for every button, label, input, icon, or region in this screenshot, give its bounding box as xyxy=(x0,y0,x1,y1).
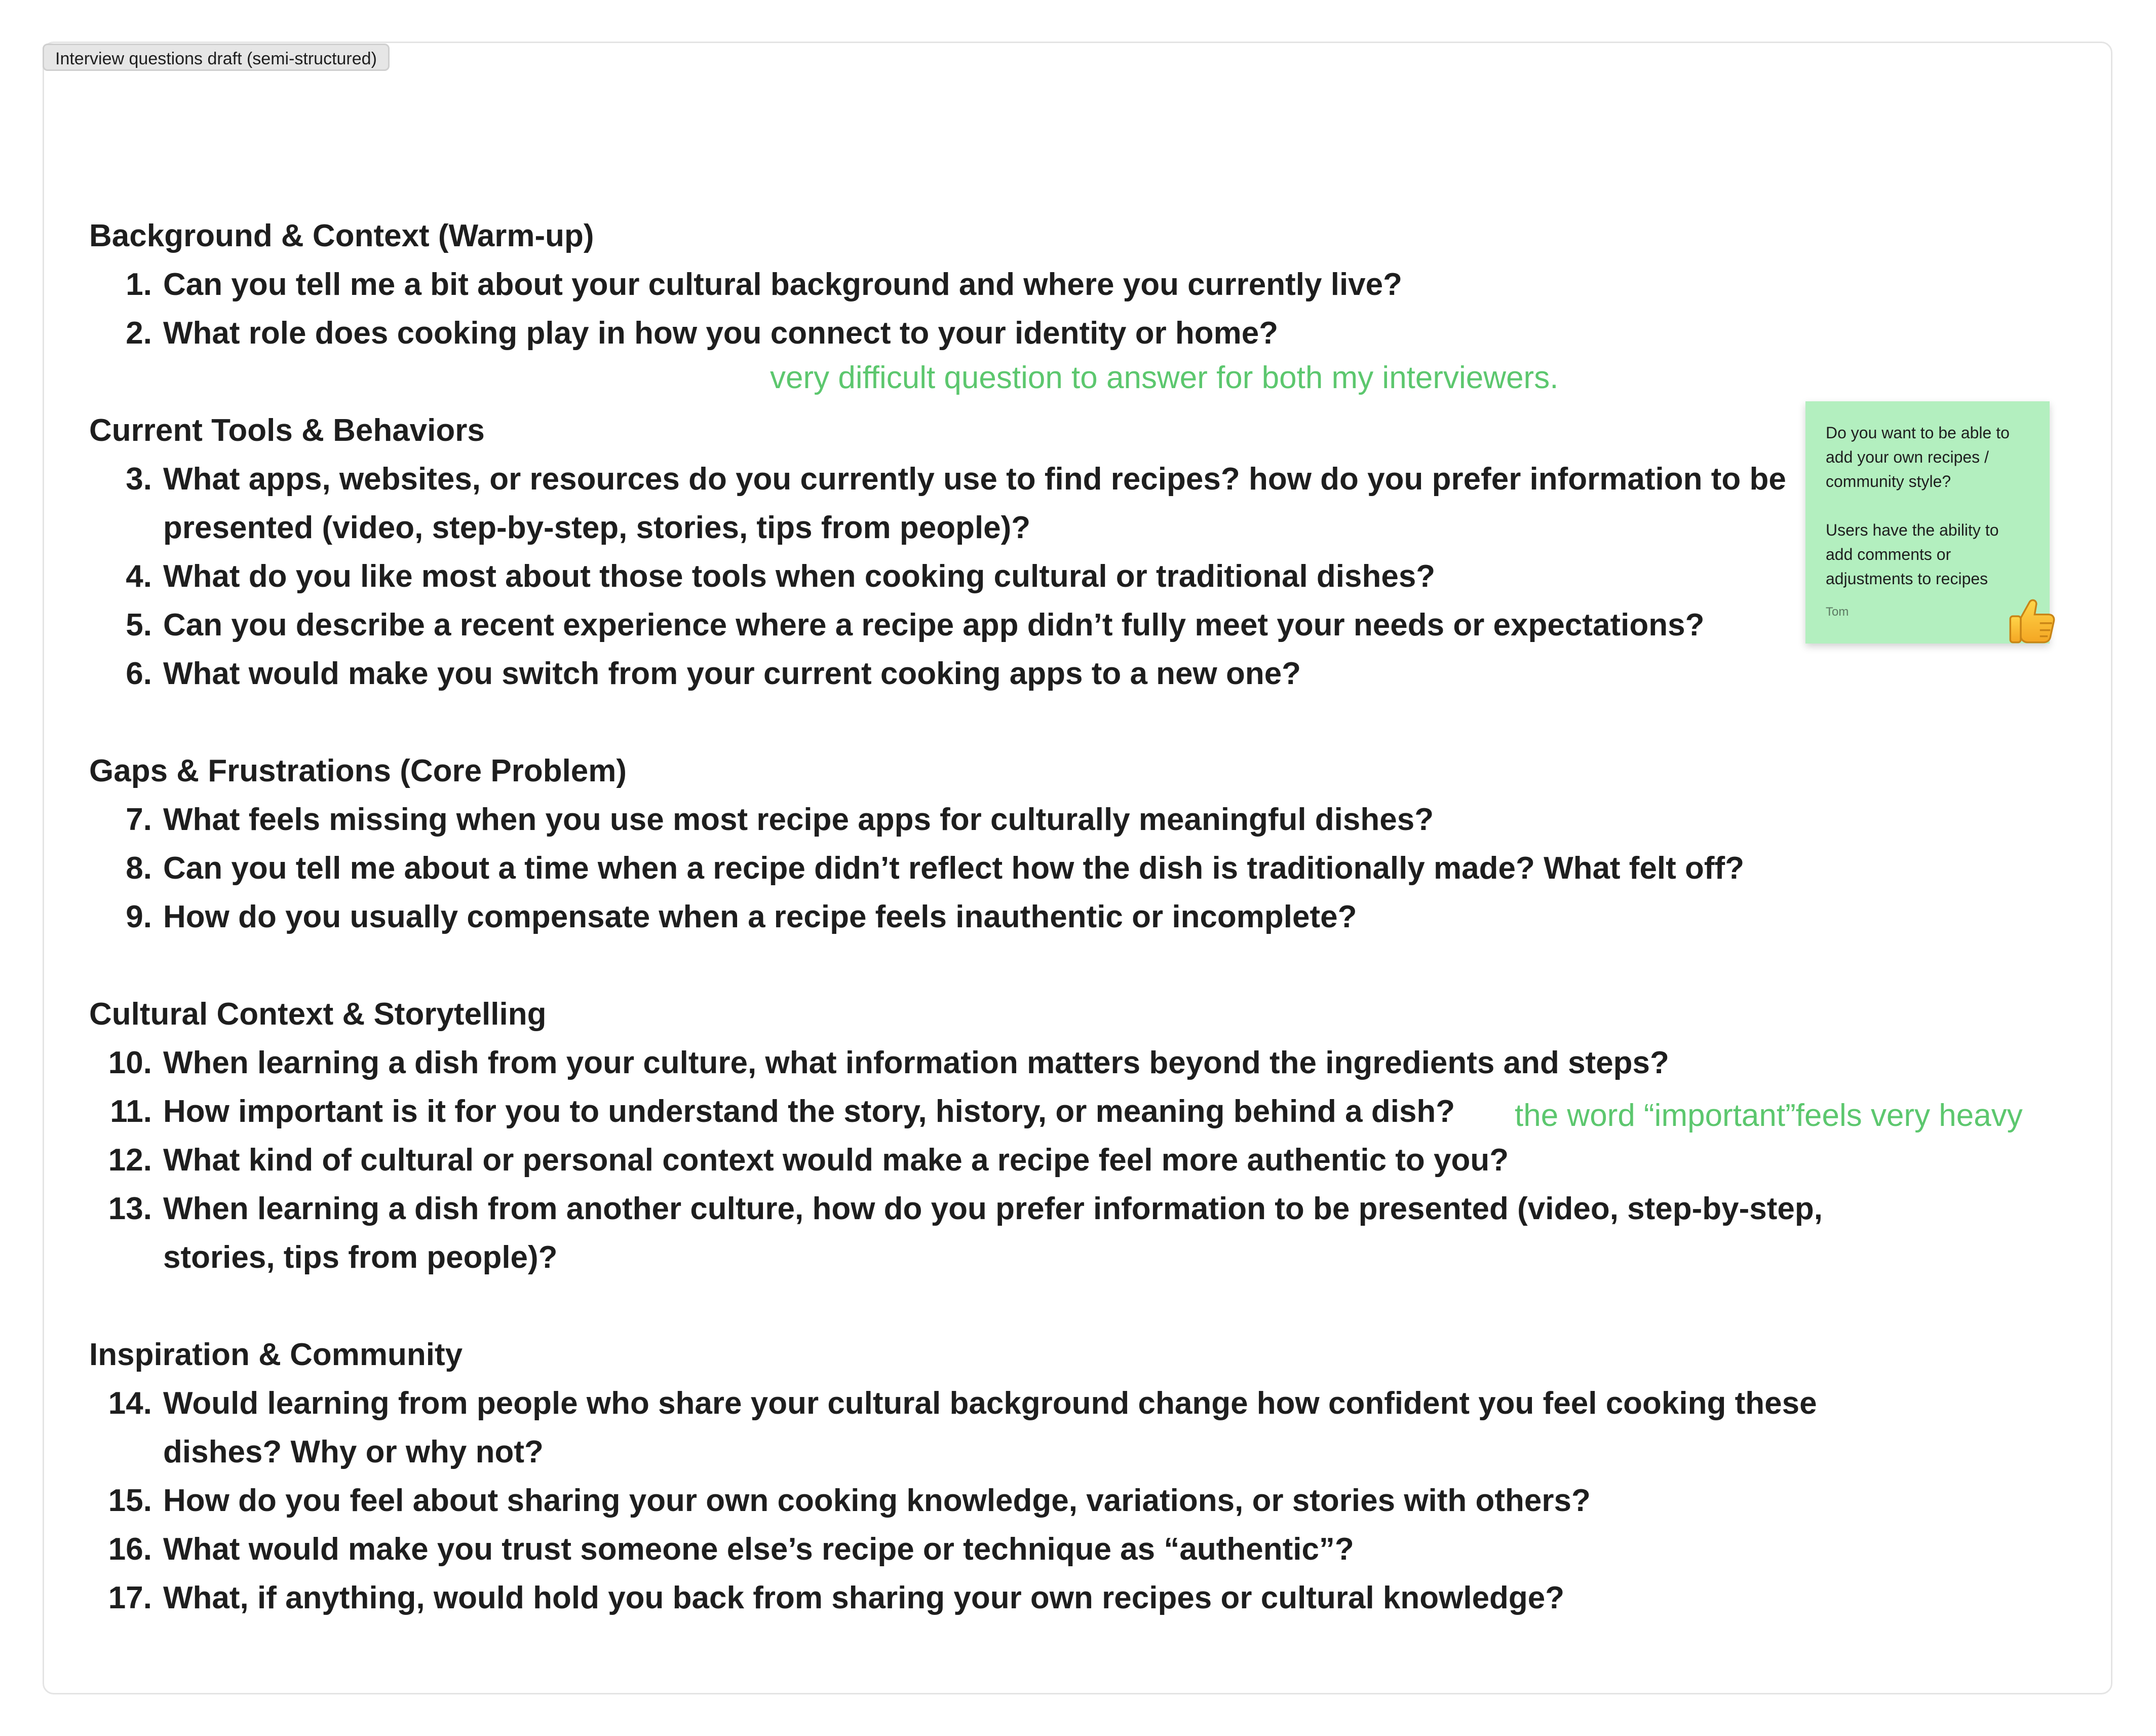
question-number: 8. xyxy=(126,851,152,886)
annotation-q2-note[interactable]: very difficult question to answer for both my interviewers. xyxy=(770,360,1559,395)
question-number: 4. xyxy=(126,559,152,594)
question-text: What feels missing when you use most recipe apps for culturally meaningful dishes? xyxy=(163,802,1434,837)
question-number: 5. xyxy=(126,608,152,643)
sticky-note-line: adjustments to recipes xyxy=(1826,570,1988,588)
question-text: What, if anything, would hold you back from sharing your own recipes or cultural knowledge? xyxy=(163,1580,1565,1615)
question-item xyxy=(89,552,1842,601)
question-text: What apps, websites, or resources do you currently use to find recipes? how do you prefer information to be presented (video, step-by-step, stories, tips from people)? xyxy=(163,462,1786,545)
question-item xyxy=(89,796,1842,844)
question-number: 6. xyxy=(126,656,152,691)
section-title-inspiration: Inspiration & Community xyxy=(89,1337,463,1372)
question-number: 7. xyxy=(126,802,152,837)
thumbs-up-icon[interactable] xyxy=(2005,592,2061,648)
sticky-note-line: add your own recipes / xyxy=(1826,448,1989,466)
question-text: Can you describe a recent experience where a recipe app didn’t fully meet your needs or expectations? xyxy=(163,608,1705,643)
annotation-q11-note[interactable]: the word “important”feels very heavy xyxy=(1515,1098,2023,1133)
question-number: 14. xyxy=(108,1386,152,1421)
question-text: How do you feel about sharing your own cooking knowledge, variations, or stories with others? xyxy=(163,1483,1591,1518)
question-number: 12. xyxy=(108,1143,152,1178)
question-number: 15. xyxy=(108,1483,152,1518)
sticky-note-line: Users have the ability to xyxy=(1826,521,1999,539)
question-text: When learning a dish from another culture, how do you prefer information to be presented (video, step-by-step, stories, tips from people)? xyxy=(163,1191,1823,1275)
question-text: What kind of cultural or personal context would make a recipe feel more authentic to you? xyxy=(163,1143,1509,1178)
question-number: 11. xyxy=(110,1094,152,1129)
question-item xyxy=(89,1039,1842,1087)
question-item xyxy=(89,260,1842,309)
question-number: 3. xyxy=(126,462,152,497)
question-text: What role does cooking play in how you connect to your identity or home? xyxy=(163,316,1279,351)
question-item xyxy=(89,844,1842,893)
question-item xyxy=(89,650,1842,698)
question-number: 17. xyxy=(108,1580,152,1615)
question-item xyxy=(89,1477,1842,1525)
question-number: 9. xyxy=(126,899,152,934)
section-title-current-tools: Current Tools & Behaviors xyxy=(89,413,485,448)
frame-title-label[interactable]: Interview questions draft (semi-structured) xyxy=(43,44,390,71)
question-number: 1. xyxy=(126,267,152,302)
question-number: 16. xyxy=(108,1532,152,1567)
question-text: How do you usually compensate when a recipe feels inauthentic or incomplete? xyxy=(163,899,1357,934)
question-text: What would make you switch from your current cooking apps to a new one? xyxy=(163,656,1301,691)
question-text: When learning a dish from your culture, what information matters beyond the ingredients and steps? xyxy=(163,1045,1669,1080)
section-title-background: Background & Context (Warm-up) xyxy=(89,218,594,253)
question-item xyxy=(89,1185,1855,1282)
sticky-note-author: Tom xyxy=(1826,605,1849,619)
question-number: 10. xyxy=(108,1045,152,1080)
question-item xyxy=(89,1136,1842,1185)
question-text: How important is it for you to understand the story, history, or meaning behind a dish? xyxy=(163,1094,1455,1129)
question-text: Can you tell me about a time when a recipe didn’t reflect how the dish is traditionally made? What felt off? xyxy=(163,851,1745,886)
question-text: Would learning from people who share your cultural background change how confident you feel cooking these dishes? Why or why not? xyxy=(163,1386,1817,1469)
question-item xyxy=(89,1379,1875,1477)
question-text: Can you tell me a bit about your cultural background and where you currently live? xyxy=(163,267,1403,302)
section-title-cultural-context: Cultural Context & Storytelling xyxy=(89,997,547,1032)
question-item xyxy=(89,1525,1842,1574)
sticky-note-line: Do you want to be able to xyxy=(1826,424,2010,442)
questions-document[interactable] xyxy=(89,212,1842,1622)
sticky-note-line: add comments or xyxy=(1826,545,1951,563)
question-item xyxy=(89,601,1842,650)
question-item xyxy=(89,893,1842,941)
question-item xyxy=(89,309,1842,358)
question-text: What do you like most about those tools when cooking cultural or traditional dishes? xyxy=(163,559,1436,594)
question-number: 13. xyxy=(108,1191,152,1226)
question-text: What would make you trust someone else’s recipe or technique as “authentic”? xyxy=(163,1532,1354,1567)
question-item xyxy=(89,1574,1842,1622)
sticky-note-line: community style? xyxy=(1826,472,1951,490)
question-number: 2. xyxy=(126,316,152,351)
question-item xyxy=(89,455,1885,552)
section-title-gaps: Gaps & Frustrations (Core Problem) xyxy=(89,753,627,788)
